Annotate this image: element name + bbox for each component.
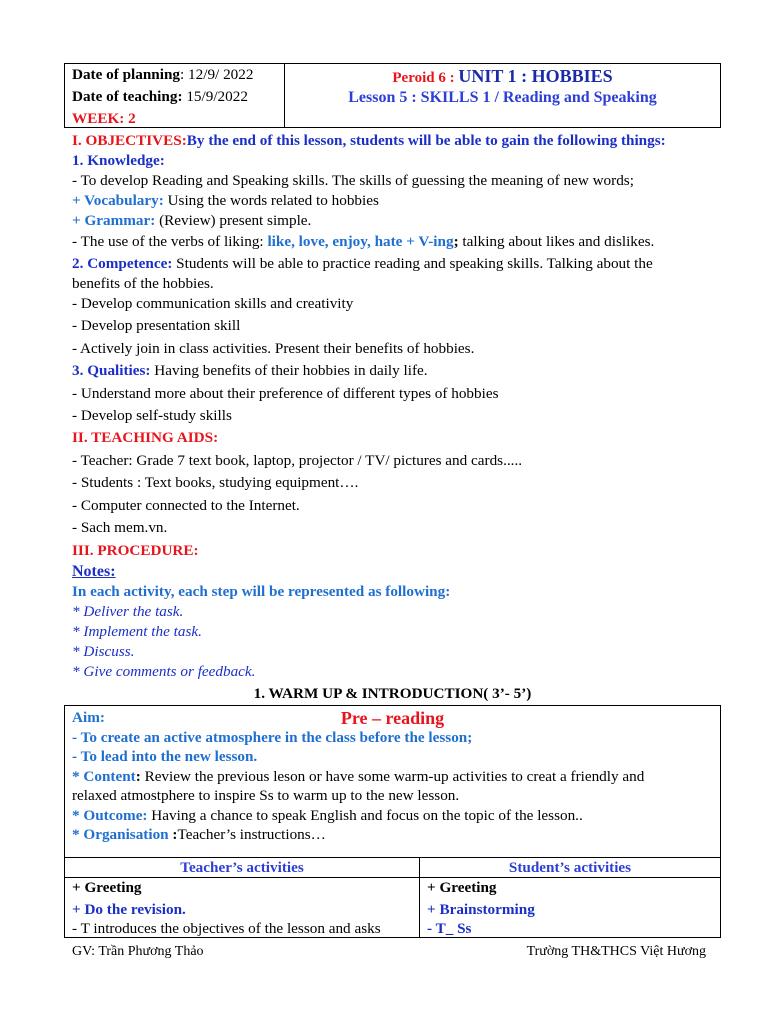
competence-item: - Actively join in class activities. Present their benefits of hobbies. [72,340,475,357]
period-label: Peroid 6 : [392,70,455,86]
planning-date [72,64,284,86]
competence-text: Students will be able to practice reading and speaking skills. Talking about the [172,255,653,272]
teacher-activity: + Do the revision. [72,901,186,918]
teacher-column [65,858,420,937]
verbs-semicolon: ; [453,233,459,250]
procedure-heading: III. PROCEDURE: [72,542,199,559]
objectives-section [72,131,722,682]
student-activity: + Greeting [427,879,497,896]
competence-item: - Develop presentation skill [72,317,241,334]
pre-reading-label: Pre – reading [340,708,445,728]
aid-item: - Teacher: Grade 7 text book, laptop, projector / TV/ pictures and cards..... [72,452,523,469]
step-item: * Deliver the task. [72,603,184,620]
notes-heading: Notes: [72,563,116,580]
objectives-heading [72,131,722,151]
content-text-cont: relaxed atmostphere to inspire Ss to warm up to the new lesson. [72,787,460,804]
competence-item: - Develop communication skills and creativity [72,295,354,312]
outcome-line [72,806,713,826]
student-activity: + Brainstorming [427,901,535,918]
step-item: * Discuss. [72,643,135,660]
header-title [285,64,720,127]
planning-value: : 12/9/ 2022 [180,66,254,83]
grammar-label: + Grammar: [72,212,156,229]
vocabulary-label: + Vocabulary: [72,192,164,209]
knowledge-item: - To develop Reading and Speaking skills. The skills of guessing the meaning of new words; [72,172,634,189]
verbs-post: talking about likes and dislikes. [458,233,655,250]
teaching-value: 15/9/2022 [182,88,248,105]
warmup-title: 1. WARM UP & INTRODUCTION( 3’- 5’) [253,685,532,702]
aid-item: - Computer connected to the Internet. [72,497,300,514]
student-column [420,858,720,937]
vocabulary-text: Using the words related to hobbies [163,192,379,209]
content-colon: : [135,767,141,785]
student-header: Student’s activities [420,858,720,878]
teaching-aids-heading: II. TEACHING AIDS: [72,429,219,446]
activities-table [64,858,721,938]
lesson-title: Lesson 5 : SKILLS 1 / Reading and Speaking [348,89,657,106]
grammar-line [72,211,722,231]
content-line [72,767,713,787]
content-label: * Content [72,767,136,785]
notes-intro: In each activity, each step will be represented as following: [72,583,451,600]
qualities-label: 3. Qualities: [72,362,151,379]
step-item: * Give comments or feedback. [72,663,256,680]
teaching-label: Date of teaching: [72,88,183,105]
outcome-text: Having a chance to speak English and focus on the topic of the lesson.. [147,806,583,824]
competence-text-cont: benefits of the hobbies. [72,275,214,292]
objectives-intro: By the end of this lesson, students will be able to gain the following things: [186,132,666,149]
outcome-label: * Outcome: [72,806,148,824]
unit-line [285,65,720,87]
unit-title: UNIT 1 : HOBBIES [458,66,613,86]
step-item: * Implement the task. [72,623,202,640]
qualities-item: - Develop self-study skills [72,407,232,424]
teacher-header: Teacher’s activities [65,858,419,878]
teacher-activity: + Greeting [72,879,142,896]
header-box [64,63,721,128]
header-dates [65,64,285,127]
footer-school: Trường TH&THCS Việt Hương [526,944,706,959]
grammar-text: (Review) present simple. [155,212,312,229]
organisation-label: * Organisation [72,826,169,843]
knowledge-heading: 1. Knowledge: [72,152,165,169]
organisation-colon: : [168,826,178,843]
verbs-pre: - The use of the verbs of liking: [72,233,268,250]
footer-teacher: GV: Trần Phương Thảo [72,944,204,959]
vocabulary-line [72,191,722,211]
organisation-line [72,825,713,845]
objectives-label: I. OBJECTIVES: [72,132,187,149]
teacher-activity: - T introduces the objectives of the lesson and asks [72,920,381,937]
planning-label: Date of planning [72,66,181,83]
organisation-text: Teacher’s instructions… [177,826,326,843]
aid-item: - Students : Text books, studying equipment…. [72,474,359,491]
verbs-list: like, love, enjoy, hate + V-ing [267,233,454,250]
week-label: WEEK: 2 [72,110,136,127]
aid-item: - Sach mem.vn. [72,519,168,536]
aim-label: Aim: [72,709,105,726]
aim-item: - To lead into the new lesson. [72,748,258,765]
warmup-box [64,705,721,858]
student-activity: - T_ Ss [427,920,472,937]
content-text: Review the previous leson or have some warm-up activities to creat a friendly and [140,767,645,785]
verbs-line [72,232,722,252]
qualities-item: - Understand more about their preference of different types of hobbies [72,385,499,402]
competence-label: 2. Competence: [72,255,173,272]
qualities-line [72,361,722,381]
qualities-text: Having benefits of their hobbies in daily life. [150,362,428,379]
aim-item: - To create an active atmosphere in the class before the lesson; [72,728,473,746]
competence-line [72,254,722,274]
page-footer [72,943,706,963]
teaching-date [72,86,284,108]
